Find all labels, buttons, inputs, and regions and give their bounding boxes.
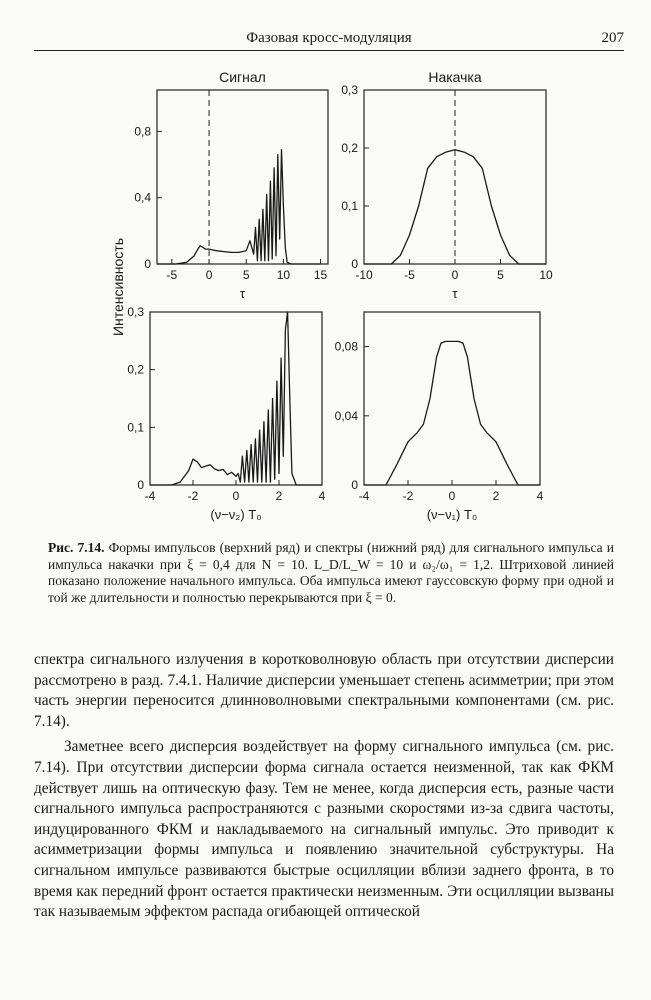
x-tick-label: 5 (497, 268, 504, 282)
y-tick-label: 0,08 (334, 339, 358, 354)
plot-frame (364, 90, 546, 264)
x-axis-label: τ (239, 286, 246, 301)
y-tick-label: 0,8 (134, 124, 151, 139)
y-tick-label: 0,1 (341, 199, 358, 213)
x-tick-label: -2 (402, 489, 414, 503)
y-tick-label: 0,3 (127, 305, 144, 319)
plot-frame (157, 90, 328, 264)
x-tick-label: 0 (451, 268, 459, 282)
running-title: Фазовая кросс-модуляция (246, 30, 412, 46)
panel-title: Сигнал (219, 69, 266, 85)
x-tick-label: 5 (242, 268, 250, 282)
chart-panel-bottom-left (127, 305, 325, 522)
x-axis-label: τ (452, 286, 458, 301)
caption-label: Рис. 7.14. (48, 540, 105, 555)
x-tick-label: 2 (492, 489, 500, 503)
y-tick-label: 0 (144, 257, 151, 271)
y-tick-label: 0,04 (334, 408, 358, 423)
x-tick-label: -2 (187, 489, 199, 503)
series-line-top-right (364, 150, 546, 264)
x-tick-label: 2 (275, 489, 283, 503)
chart-panel-bottom-right (335, 312, 544, 522)
series-line-bottom-right (364, 341, 540, 485)
y-tick-label: 0 (137, 478, 144, 492)
paragraph: спектра сигнального излучения в коротковолновую область при отсутствии дисперсии рассмотрено в разд. 7.4.1. Наличие дисперсии уменьшает степень асимметрии; при этом часть энергии переносится длинноволновыми спектральными компонентами (см. рис. 7.14). (34, 651, 614, 730)
y-tick-label: 0 (351, 257, 358, 271)
x-tick-label: -5 (404, 268, 415, 282)
x-tick-label: -10 (355, 268, 373, 282)
y-tick-label: 0,4 (134, 190, 151, 205)
x-tick-label: 10 (539, 268, 553, 282)
body-text (34, 650, 614, 923)
y-tick-label: 0,3 (341, 83, 358, 97)
series-line-top-left (157, 150, 321, 264)
figure-caption (48, 540, 614, 606)
x-axis-label: (ν−ν₁) T₀ (426, 507, 478, 522)
page-number: 207 (601, 30, 624, 46)
x-tick-label: 10 (276, 268, 291, 282)
x-tick-label: -4 (358, 489, 370, 503)
y-tick-label: 0,2 (341, 141, 358, 155)
y-tick-label: 0,1 (127, 420, 144, 435)
x-tick-label: 15 (313, 268, 328, 282)
x-tick-label: 0 (205, 268, 213, 282)
chart-panel-top-left (110, 69, 328, 336)
x-axis-label: (ν−ν₂) T₀ (210, 507, 262, 522)
panel-title: Накачка (428, 69, 482, 85)
x-tick-label: 0 (448, 489, 456, 503)
paragraph: Заметнее всего дисперсия воздействует на форму сигнального импульса (см. рис. 7.14). При отсутствии дисперсии форма сигнала остается неизменной, так как ФКМ действует лишь на оптическую фазу. Тем не менее, когда дисперсия есть, разные части сигнального импульса распространяются с разными скоростями из-за сдвига частоты, индуцированного ФКМ и накладываемого на сигнальный импульс. Это приводит к асимметризации формы импульса и появлению значительной субструктуры. На сигнальном импульсе развиваются быстрые осцилляции вблизи заднего фронта, в то время как передний фронт остается практически неизменным. Эти осцилляции вызваны так называемым эффектом распада огибающей оптической (34, 738, 614, 921)
x-tick-label: 4 (318, 489, 326, 503)
y-tick-label: 0 (351, 478, 358, 492)
x-tick-label: -4 (144, 489, 156, 503)
plot-frame (364, 312, 540, 485)
y-tick-label: 0,2 (127, 362, 144, 377)
chart-panel-top-right (341, 69, 553, 301)
x-tick-label: 4 (536, 489, 544, 503)
caption-text: Формы импульсов (верхний ряд) и спектры (нижний ряд) для сигнального импульса и импульса накачки при ξ = 0,4 для N = 10. L_D/L_W = 10 и ω₂/ω₁ = 1,2. Штриховой линией показано положение начального импульса. Оба импульса имеют гауссовскую форму при одной и той же длительности и полностью перекрываются при ξ = 0. (48, 540, 615, 605)
plot-frame (150, 312, 322, 485)
series-line-bottom-left (150, 312, 322, 485)
x-tick-label: 0 (232, 489, 240, 503)
y-axis-label: Интенсивность (110, 237, 126, 337)
x-tick-label: -5 (166, 268, 178, 282)
